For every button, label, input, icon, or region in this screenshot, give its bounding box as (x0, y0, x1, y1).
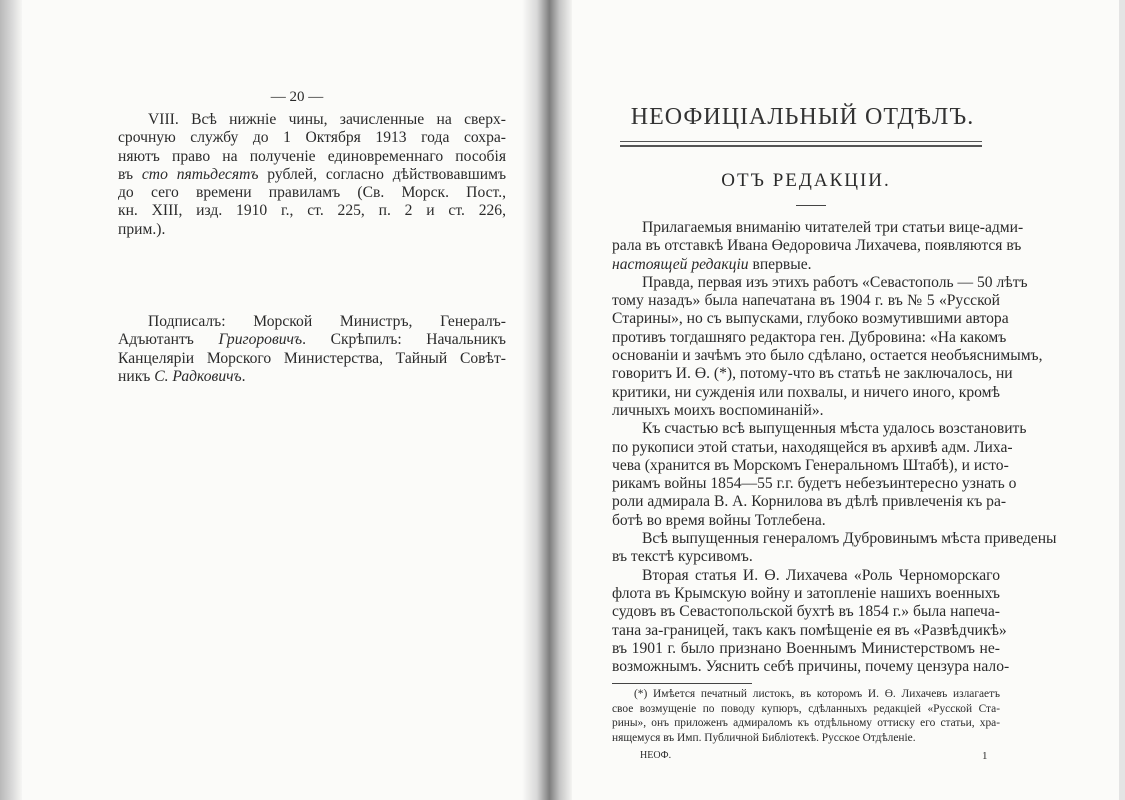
left-page (118, 89, 506, 386)
text-line (612, 603, 1000, 621)
text-run: въ 1901 г. было признано Военнымъ Министерствомъ не- (612, 639, 1000, 657)
left-page-body (118, 111, 506, 386)
text-run: нящемуся въ Имп. Публичной Библіотекѣ. Русское Отдѣленіе. (612, 731, 916, 744)
text-run: Всѣ выпущенныя генераломъ Дубровинымъ мѣста приведены (642, 530, 1057, 548)
double-rule (620, 141, 982, 147)
text-run: чева (хранится въ Морскомъ Генеральномъ Штабѣ), и исто- (612, 456, 1009, 474)
italic-text-run: Григоровичъ (218, 331, 303, 349)
text-line (612, 475, 1017, 493)
text-line (612, 585, 1000, 603)
paragraph (612, 273, 1043, 420)
text-line (612, 273, 1028, 292)
right-page-body (612, 219, 1057, 676)
text-run: впервые. (748, 255, 812, 273)
section-title: НЕОФИЦІАЛЬНЫЙ ОТДѢЛЪ. (630, 104, 975, 130)
text-run: Къ счастью всѣ выпущенныя мѣста удалось возстановить (642, 420, 1027, 438)
italic-text-run: С. Радковичъ (154, 367, 242, 385)
text-run: флота въ Крымскую войну и затопленіе нашихъ военныхъ (612, 584, 1000, 602)
text-run: тана за-границей, такъ какъ помѣщеніе ея въ «Развѣдчикѣ» (612, 621, 1007, 639)
text-line (612, 456, 1009, 475)
text-line (612, 716, 1000, 731)
text-line (118, 129, 506, 147)
text-run: судовъ въ Севастопольской бухтѣ въ 1854 г.» была напеча- (612, 603, 1000, 621)
scan-left-edge (0, 0, 22, 800)
text-line (118, 166, 506, 184)
text-run: (*) Имѣется печатный листокъ, въ которомъ И. Ө. Лихачевъ излагаетъ (634, 688, 1000, 700)
text-run: въ текстѣ курсивомъ. (612, 548, 753, 566)
text-run: противъ тогдашняго редактора ген. Дубровина: «На какомъ (612, 328, 1007, 346)
page-number-right: 1 (982, 750, 988, 762)
text-run: свое возмущеніе по поводу купюръ, сдѣланныхъ редакціей «Русской Ста- (612, 702, 1000, 715)
text-line (612, 548, 1000, 566)
paragraph (612, 420, 1027, 530)
text-line (612, 365, 1013, 383)
text-run: Прилагаемыя вниманію читателей три статьи вице-адми- (642, 219, 1024, 236)
text-line (612, 438, 1013, 457)
text-line (612, 328, 1007, 347)
text-run: Подписалъ: Морской Министръ, Генералъ- (148, 313, 506, 331)
text-run: срочную службу до 1 Октября 1913 года сохра- (118, 129, 506, 147)
footnote (612, 687, 1000, 745)
text-run: Вторая статья И. Ө. Лихачева «Роль Черноморскаго (642, 566, 1000, 584)
text-run: Старины», но съ выпусками, глубоко возмутившими автора (612, 310, 1009, 328)
text-line (612, 621, 1007, 640)
text-line (612, 420, 1027, 438)
text-run: VIII. Всѣ нижніе чины, зачисленные на сверх- (148, 111, 506, 128)
text-run: рикамъ войны 1854—55 г.г. будетъ небезъинтересно узнать о (612, 475, 1017, 493)
paragraph (612, 566, 1010, 677)
text-line (118, 313, 506, 331)
text-line (118, 221, 506, 239)
text-line (612, 402, 1000, 420)
text-line (118, 184, 506, 202)
text-line (612, 256, 1000, 274)
text-line (612, 292, 1000, 310)
text-line (612, 567, 1000, 585)
text-line (612, 237, 1022, 255)
text-run: Правда, первая изъ этихъ работъ «Севастополь — 50 лѣтъ (642, 273, 1028, 291)
text-run: основаніи и зачѣмъ это было сдѣлано, остается необъяснимымъ, (612, 347, 1043, 365)
text-run: тому назадъ» была напечатана въ 1904 г. въ № 5 «Русской (612, 292, 1000, 310)
paragraph (612, 530, 1057, 567)
text-line (118, 368, 506, 386)
paragraph (612, 687, 1000, 745)
text-run: до сего времени правиламъ (Св. Морск. Пост., (118, 184, 506, 202)
text-run: рины», онъ приложенъ адмираломъ къ отдѣльному оттиску его статьи, хра- (612, 717, 1000, 729)
text-run: рала въ отставкѣ Ивана Өедоровича Лихачева, появляются въ (612, 237, 1022, 255)
scan-right-edge (1119, 0, 1125, 800)
text-run: кн. XIII, изд. 1910 г., ст. 225, п. 2 и ст. 226, (118, 202, 506, 220)
text-run: ботѣ во время войны Тотлебена. (612, 511, 826, 529)
text-line (612, 310, 1009, 328)
text-line (612, 687, 1000, 702)
signature-mark: НЕОФ. (640, 750, 672, 761)
text-line (612, 731, 1000, 746)
text-line (612, 347, 1043, 365)
text-run: по рукописи этой статьи, находящейся въ архивѣ адм. Лиха- (612, 438, 1013, 456)
text-line (612, 530, 1057, 548)
text-run: . Скрѣпилъ: Начальникъ (302, 331, 506, 349)
paragraph (612, 219, 1024, 274)
text-line (612, 640, 1000, 658)
text-run: . (241, 367, 246, 385)
text-line (118, 202, 506, 220)
text-line (612, 702, 1000, 717)
text-run: въ (118, 165, 142, 183)
text-line (118, 148, 506, 166)
text-run: Канцеляріи Морского Министерства, Тайный Совѣт- (118, 349, 506, 367)
text-run: Адъютантъ (118, 331, 219, 349)
paragraph (118, 313, 506, 386)
text-run: прим.). (118, 220, 166, 238)
text-line (118, 111, 506, 129)
text-line (612, 512, 1000, 530)
text-line (612, 384, 1000, 402)
short-rule (796, 205, 826, 206)
text-run: роли адмирала В. А. Корнилова въ дѣлѣ привлеченія къ ра- (612, 493, 1007, 511)
text-run: никъ (118, 367, 155, 385)
italic-text-run: сто пятьдесятъ (141, 165, 259, 183)
text-run: критики, ни сужденія или похвалы, и ничего иного, кромѣ (612, 383, 1000, 401)
text-line (612, 658, 1010, 676)
text-line (612, 493, 1007, 511)
paragraph (118, 111, 506, 239)
text-line (612, 219, 1024, 237)
text-run: рублей, согласно дѣйствовавшимъ (258, 165, 507, 183)
text-line (118, 350, 506, 368)
text-run: возможнымъ. Уяснить себѣ причины, почему цензура нало- (612, 658, 1010, 676)
page-number: — 20 — (270, 89, 324, 105)
footnote-rule (612, 683, 752, 684)
text-run: няютъ право на полученіе единовременнаго пособія (118, 147, 506, 165)
subtitle: ОТЪ РЕДАКЦІИ. (721, 170, 891, 191)
text-run: говоритъ И. Ө. (*), потому-что въ статьѣ не заключалось, ни (612, 365, 1013, 383)
text-run: личныхъ моихъ воспоминаній». (612, 401, 824, 419)
text-line (118, 331, 506, 349)
book-gutter (522, 0, 572, 800)
italic-text-run: настоящей редакціи (612, 255, 749, 273)
